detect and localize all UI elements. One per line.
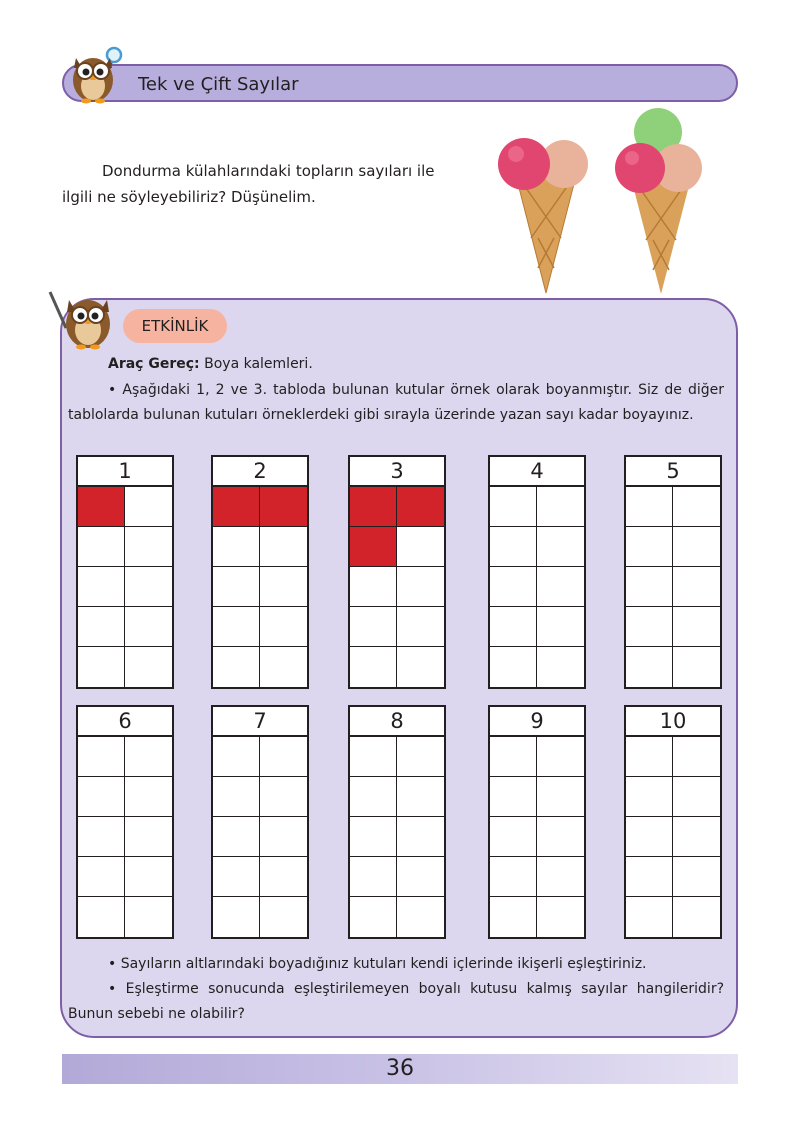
painted-box[interactable] (350, 527, 397, 567)
table-grid (213, 737, 307, 937)
table-number: 10 (626, 707, 720, 737)
instruction-bullet-2: • Eşleştirme sonucunda eşleştirilemeyen boyalı kutusu kalmış sayılar hangileridir? Bunun sebebi ne olabilir? (68, 981, 724, 1022)
empty-box[interactable] (537, 777, 584, 817)
empty-box[interactable] (350, 817, 397, 857)
number-table (348, 705, 446, 939)
painted-box[interactable] (78, 487, 125, 527)
owl-icon (62, 44, 124, 104)
empty-box[interactable] (260, 897, 307, 937)
table-grid (213, 487, 307, 687)
empty-box[interactable] (673, 607, 720, 647)
empty-box[interactable] (78, 567, 125, 607)
empty-box[interactable] (78, 647, 125, 687)
empty-box[interactable] (673, 737, 720, 777)
empty-box[interactable] (673, 487, 720, 527)
empty-box[interactable] (213, 737, 260, 777)
empty-box[interactable] (537, 527, 584, 567)
empty-box[interactable] (537, 857, 584, 897)
table-grid (626, 487, 720, 687)
empty-box[interactable] (490, 737, 537, 777)
empty-box[interactable] (260, 567, 307, 607)
number-table (488, 705, 586, 939)
empty-box[interactable] (260, 857, 307, 897)
table-number: 7 (213, 707, 307, 737)
materials-value: Boya kalemleri. (204, 356, 313, 372)
empty-box[interactable] (260, 737, 307, 777)
empty-box[interactable] (537, 607, 584, 647)
instruction-paragraph: • Aşağıdaki 1, 2 ve 3. tabloda bulunan kutular örnek olarak boyanmıştır. Siz de diğer tablolarda bulunan kutuları örneklerdeki gibi sırayla üzerinde yazan sayı kadar boyayınız. (68, 382, 724, 423)
empty-box[interactable] (490, 567, 537, 607)
empty-box[interactable] (673, 647, 720, 687)
empty-box[interactable] (213, 567, 260, 607)
empty-box[interactable] (397, 817, 444, 857)
empty-box[interactable] (78, 527, 125, 567)
materials-label: Araç Gereç: (108, 356, 200, 372)
table-number: 6 (78, 707, 172, 737)
empty-box[interactable] (673, 527, 720, 567)
table-number: 5 (626, 457, 720, 487)
ice-cream-cone-icon (486, 108, 716, 298)
table-grid (490, 487, 584, 687)
page-number: 36 (386, 1056, 414, 1081)
empty-box[interactable] (537, 567, 584, 607)
empty-box[interactable] (350, 737, 397, 777)
table-grid (350, 487, 444, 687)
empty-box[interactable] (213, 527, 260, 567)
painted-box[interactable] (350, 487, 397, 527)
empty-box[interactable] (397, 527, 444, 567)
table-grid (626, 737, 720, 937)
empty-box[interactable] (213, 777, 260, 817)
empty-box[interactable] (125, 777, 172, 817)
empty-box[interactable] (213, 897, 260, 937)
empty-box[interactable] (260, 607, 307, 647)
empty-box[interactable] (490, 487, 537, 527)
number-table (624, 455, 722, 689)
painted-box[interactable] (213, 487, 260, 527)
empty-box[interactable] (350, 897, 397, 937)
empty-box[interactable] (260, 817, 307, 857)
table-number: 2 (213, 457, 307, 487)
empty-box[interactable] (213, 607, 260, 647)
empty-box[interactable] (490, 607, 537, 647)
empty-box[interactable] (350, 857, 397, 897)
empty-box[interactable] (213, 857, 260, 897)
empty-box[interactable] (78, 897, 125, 937)
empty-box[interactable] (397, 737, 444, 777)
empty-box[interactable] (673, 777, 720, 817)
empty-box[interactable] (78, 857, 125, 897)
empty-box[interactable] (626, 607, 673, 647)
empty-box[interactable] (213, 817, 260, 857)
empty-box[interactable] (350, 567, 397, 607)
number-table (624, 705, 722, 939)
empty-box[interactable] (673, 857, 720, 897)
empty-box[interactable] (78, 737, 125, 777)
empty-box[interactable] (125, 897, 172, 937)
page-title: Tek ve Çift Sayılar (138, 74, 299, 95)
empty-box[interactable] (490, 857, 537, 897)
empty-box[interactable] (626, 567, 673, 607)
empty-box[interactable] (350, 777, 397, 817)
empty-box[interactable] (125, 817, 172, 857)
instruction-bullet-1: • Sayıların altlarındaki boyadığınız kutuları kendi içlerinde ikişerli eşleştiriniz. (108, 956, 647, 972)
number-table (348, 455, 446, 689)
empty-box[interactable] (537, 737, 584, 777)
empty-box[interactable] (537, 647, 584, 687)
table-grid (350, 737, 444, 937)
materials-line (108, 356, 313, 372)
intro-paragraph: Dondurma külahlarındaki topların sayıları ile ilgili ne söyleyebiliriz? Düşünelim. (62, 162, 435, 206)
empty-box[interactable] (397, 897, 444, 937)
table-number: 8 (350, 707, 444, 737)
empty-box[interactable] (397, 647, 444, 687)
empty-box[interactable] (125, 647, 172, 687)
table-grid (490, 737, 584, 937)
empty-box[interactable] (397, 567, 444, 607)
empty-box[interactable] (350, 647, 397, 687)
empty-box[interactable] (125, 567, 172, 607)
empty-box[interactable] (626, 817, 673, 857)
empty-box[interactable] (490, 527, 537, 567)
painted-box[interactable] (397, 487, 444, 527)
empty-box[interactable] (490, 897, 537, 937)
empty-box[interactable] (673, 567, 720, 607)
table-number: 1 (78, 457, 172, 487)
empty-box[interactable] (125, 527, 172, 567)
empty-box[interactable] (626, 527, 673, 567)
empty-box[interactable] (350, 607, 397, 647)
empty-box[interactable] (537, 817, 584, 857)
empty-box[interactable] (213, 647, 260, 687)
empty-box[interactable] (260, 647, 307, 687)
empty-box[interactable] (78, 777, 125, 817)
number-table (211, 455, 309, 689)
table-grid (78, 487, 172, 687)
empty-box[interactable] (537, 487, 584, 527)
painted-box[interactable] (260, 487, 307, 527)
empty-box[interactable] (125, 487, 172, 527)
number-table (76, 455, 174, 689)
number-table (211, 705, 309, 939)
empty-box[interactable] (125, 607, 172, 647)
empty-box[interactable] (490, 647, 537, 687)
empty-box[interactable] (78, 607, 125, 647)
activity-badge: ETKİNLİK (123, 309, 227, 343)
owl-teacher-icon (44, 288, 120, 350)
empty-box[interactable] (78, 817, 125, 857)
number-table (488, 455, 586, 689)
empty-box[interactable] (125, 737, 172, 777)
empty-box[interactable] (626, 487, 673, 527)
empty-box[interactable] (397, 607, 444, 647)
empty-box[interactable] (673, 817, 720, 857)
empty-box[interactable] (125, 857, 172, 897)
empty-box[interactable] (626, 737, 673, 777)
empty-box[interactable] (537, 897, 584, 937)
table-grid (78, 737, 172, 937)
empty-box[interactable] (260, 527, 307, 567)
table-number: 3 (350, 457, 444, 487)
empty-box[interactable] (397, 777, 444, 817)
empty-box[interactable] (626, 857, 673, 897)
empty-box[interactable] (397, 857, 444, 897)
empty-box[interactable] (490, 777, 537, 817)
number-table (76, 705, 174, 939)
empty-box[interactable] (626, 777, 673, 817)
table-number: 9 (490, 707, 584, 737)
empty-box[interactable] (490, 817, 537, 857)
table-number: 4 (490, 457, 584, 487)
empty-box[interactable] (673, 897, 720, 937)
empty-box[interactable] (626, 897, 673, 937)
empty-box[interactable] (260, 777, 307, 817)
empty-box[interactable] (626, 647, 673, 687)
